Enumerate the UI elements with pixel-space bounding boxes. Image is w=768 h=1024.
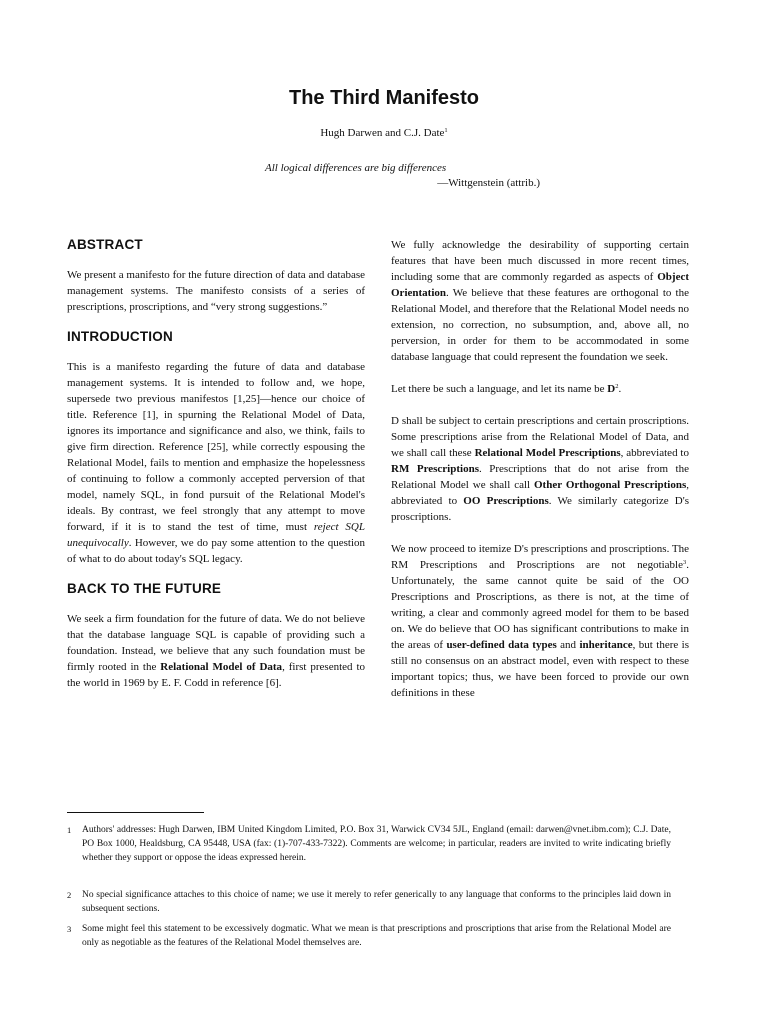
footnote-2-number: 2 (67, 890, 72, 900)
footnote-3-text: Some might feel this statement to be excessively dogmatic. What we mean is that prescriptions and proscriptions that arise from the Relational Model are only as negotiable as the features of the Relational Model themselves are. (82, 924, 671, 948)
btf-bold: Relational Model of Data (160, 661, 283, 673)
introduction-paragraph (67, 359, 365, 567)
authors-footnote-mark: 1 (444, 127, 448, 134)
footnote-3-number: 3 (67, 924, 72, 934)
oo-paragraph (391, 237, 689, 365)
rc-p3-text-2: , abbreviated to (620, 447, 689, 459)
rc-p4-bold-1: user-defined data types (446, 639, 557, 651)
abstract-heading: ABSTRACT (67, 237, 143, 252)
left-column (67, 237, 365, 705)
rc-p1-bold: Object Orientation (391, 271, 689, 299)
footnote-separator (67, 812, 204, 813)
rc-p3-text-1: D shall be subject to certain prescriptions and certain proscriptions. Some prescriptions arise from the Relational Model of Data, and we shall call these (391, 415, 689, 459)
footnote-mark-3: 3 (683, 559, 687, 566)
abstract-paragraph: We present a manifesto for the future direction of data and database management systems. The manifesto consists of a series of prescriptions, proscriptions, and “very strong suggestions.” (67, 269, 365, 313)
epigraph-quote: All logical differences are big differences (265, 162, 447, 174)
rc-p1-text-1: We fully acknowledge the desirability of supporting certain features that have been much discussed in more recent times, including some that are commonly regarded as aspects of (391, 239, 689, 283)
rc-p3-bold-3: Other Orthogonal Prescriptions (534, 479, 687, 491)
rc-p3-text-4: , abbreviated to (391, 479, 690, 507)
language-d-paragraph (391, 381, 689, 397)
right-column (391, 237, 689, 717)
rc-p3-bold-1: Relational Model Prescriptions (474, 447, 621, 459)
rc-p2-bold: D (607, 383, 616, 395)
footnote-2 (67, 888, 671, 916)
rc-p1-text-2: . We believe that these features are orthogonal to the Relational Model, and therefore that the Relational Model needs no extension, no correction, no subsumption, and, above all, no perversion, in order for them to be accommodated in some database language that could represent the foundation we seek. (391, 287, 689, 363)
btf-text-2: , first presented to the world in 1969 by E. F. Codd in reference [6]. (67, 661, 366, 689)
rc-p4-text-3: and (556, 639, 580, 651)
footnote-2-text: No special significance attaches to this choice of name; we use it merely to refer generically to any language that conforms to the principles laid down in subsequent sections. (82, 890, 671, 914)
prescriptions-paragraph (391, 413, 689, 525)
back-to-future-paragraph (67, 611, 365, 691)
footnote-1 (67, 823, 671, 865)
intro-emphasis: reject SQL unequivocally (67, 521, 365, 549)
intro-text-2: . However, we do pay some attention to the question of what to do about today's SQL legacy. (67, 537, 365, 565)
rc-p3-bold-2: RM Prescriptions (391, 463, 479, 475)
rc-p3-text-3: . Prescriptions that do not arise from the Relational Model we shall call (391, 463, 690, 491)
back-to-future-heading: BACK TO THE FUTURE (67, 581, 222, 596)
rc-p2-text-2: . (618, 383, 622, 395)
rc-p3-text-5: . We similarly categorize D's proscriptions. (391, 495, 690, 523)
introduction-heading: INTRODUCTION (67, 329, 173, 344)
intro-text-1: This is a manifesto regarding the future of data and database management systems. It is intended to follow and, we hope, supersede two previous manifestos [1,25]—hence our choice of title. Reference [1], in spurning the Relational Model of Data, ignores its importance and significance and also, we think, fails to give firm direction. Reference [25], while correctly espousing the Relational Model, fails to mention and emphasize the hopelessness of continuing to follow a commonly accepted perversion of that model, namely SQL, in fond pursuit of the Relational Model's ideals. By contrast, we feel strongly that any attempt to move forward, if it is to stand the test of time, must (67, 361, 365, 533)
footnote-mark-2: 2 (615, 383, 619, 390)
rc-p4-text-1: We now proceed to itemize D's prescriptions and proscriptions. The RM Prescriptions and Proscriptions are not negotiable (391, 543, 689, 571)
btf-text-1: We seek a firm foundation for the future of data. We do not believe that the database language SQL is capable of providing such a foundation. Instead, we believe that any such foundation must be firmly rooted in the (67, 613, 365, 673)
epigraph (265, 161, 540, 191)
rc-p4-text-4: , but there is still no consensus on an abstract model, even with respect to these important topics; thus, we have been forced to provide our own definitions in these (391, 639, 690, 699)
footnote-1-number: 1 (67, 825, 72, 835)
paper-title: The Third Manifesto (289, 87, 479, 109)
author-line (0, 126, 768, 140)
itemize-paragraph (391, 541, 689, 701)
footnote-3 (67, 922, 671, 950)
epigraph-attribution: —Wittgenstein (attrib.) (437, 177, 540, 189)
footnote-1-text: Authors' addresses: Hugh Darwen, IBM United Kingdom Limited, P.O. Box 31, Warwick CV34 5JL, England (email: darwen@vnet.ibm.com); C.J. Date, PO Box 1000, Healdsburg, CA 95448, USA (fax: (1)-707-433-7322). Comments are welcome; in particular, readers are invited to write indicating briefly whether they support or oppose the ideas expressed herein. (82, 825, 671, 863)
rc-p3-bold-4: OO Prescriptions (463, 495, 549, 507)
rc-p4-text-2: . Unfortunately, the same cannot quite be said of the OO Prescriptions and Proscriptions, as there is not, at the time of writing, a clear and commonly agreed model for them to be based on. We do believe that OO has significant contributions to make in the areas of (391, 559, 689, 651)
rc-p2-text-1: Let there be such a language, and let its name be (391, 383, 608, 395)
rc-p4-bold-2: inheritance (579, 639, 633, 651)
authors-names: Hugh Darwen and C.J. Date (320, 127, 445, 139)
